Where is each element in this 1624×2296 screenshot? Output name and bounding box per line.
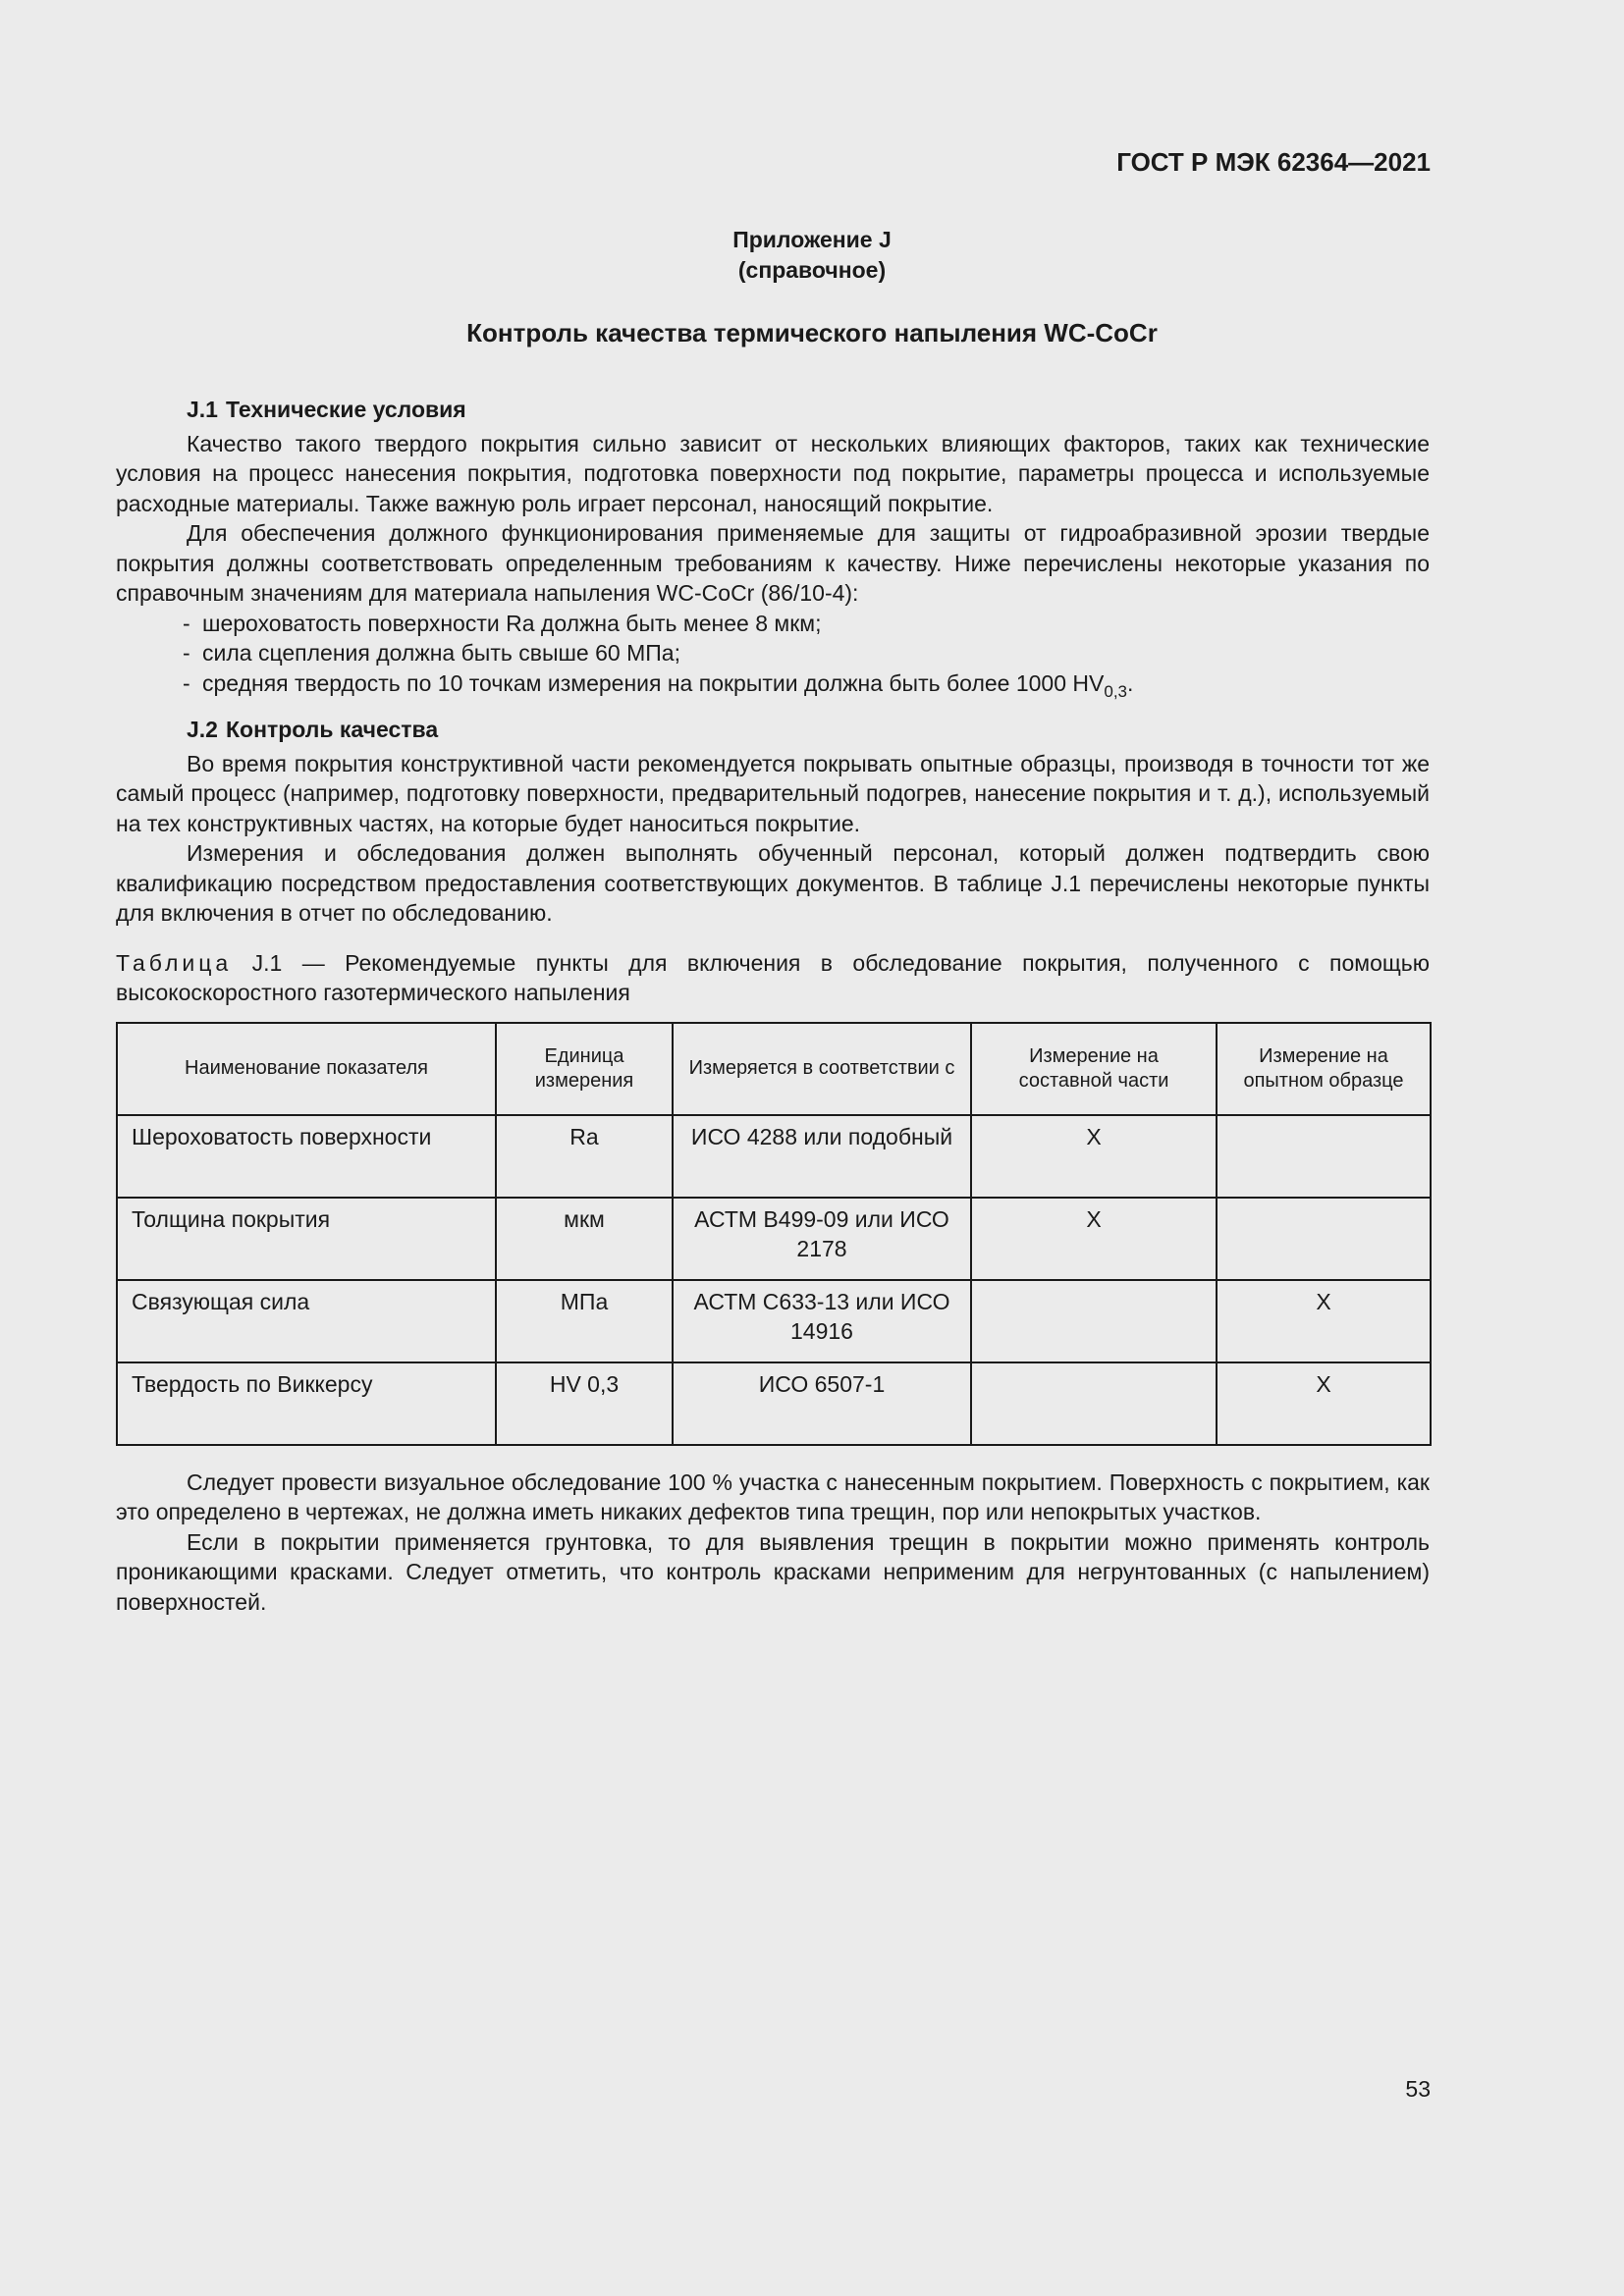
- table-caption-label: Таблица: [116, 949, 233, 976]
- table-cell: Толщина покрытия: [117, 1198, 496, 1280]
- table-cell: ИСО 4288 или подобный: [673, 1115, 971, 1198]
- table-cell: Шероховатость поверхности: [117, 1115, 496, 1198]
- table-cell: HV 0,3: [496, 1362, 673, 1445]
- table-cell: X: [971, 1198, 1217, 1280]
- list-item: - шероховатость поверхности Ra должна быть менее 8 мкм;: [183, 610, 822, 636]
- table-caption: [116, 948, 1430, 1008]
- table-cell: АСТМ С633-13 или ИСО 14916: [673, 1280, 971, 1362]
- table-cell: Ra: [496, 1115, 673, 1198]
- list-item-text: шероховатость поверхности Ra должна быть менее 8 мкм;: [202, 610, 822, 636]
- paragraph: Качество такого твердого покрытия сильно зависит от нескольких влияющих факторов, таких как технические условия на процесс нанесения покрытия, подготовка поверхности под покрытие, параметры процесса и используемые расходные материалы. Также важную роль играет персонал, наносящий покрытие.: [116, 430, 1430, 516]
- list-item-text: средняя твердость по 10 точкам измерения на покрытии должна быть более 1000 HV: [202, 669, 1105, 696]
- table-cell: Твердость по Виккерсу: [117, 1362, 496, 1445]
- appendix-type: (справочное): [737, 257, 887, 283]
- table-cell: Связующая сила: [117, 1280, 496, 1362]
- section-number: J.2: [187, 717, 218, 742]
- paragraph: Измерения и обследования должен выполнять обученный персонал, который должен подтвердить свою квалификацию посредством предоставления соответствующих документов. В таблице J.1 перечислены некоторые пункты для включения в отчет по обследованию.: [116, 840, 1430, 926]
- section-title: Технические условия: [225, 397, 466, 422]
- table-row: [117, 1280, 1431, 1362]
- table-cell: ИСО 6507-1: [673, 1362, 971, 1445]
- subscript: 0,3: [1104, 681, 1128, 701]
- table-cell: [971, 1280, 1217, 1362]
- table-row: [117, 1362, 1431, 1445]
- table-caption-text: J.1 — Рекомендуемые пункты для включения в обследование покрытия, полученного с помощью высокоскоростного газотермического напыления: [116, 949, 1431, 1005]
- list-item: - средняя твердость по 10 точкам измерения на покрытии должна быть более 1000 $HV_{0,3}$.: [183, 669, 1134, 701]
- table-cell: X: [1217, 1280, 1431, 1362]
- document-body: [116, 395, 1430, 1617]
- column-header: Измерение на опытном образце: [1217, 1023, 1431, 1115]
- list-item-text: сила сцепления должна быть свыше 60 МПа;: [202, 640, 680, 666]
- table-cell: X: [971, 1115, 1217, 1198]
- table-cell: мкм: [496, 1198, 673, 1280]
- list-item-tail: .: [1127, 669, 1134, 696]
- page-number: 53: [1405, 2076, 1431, 2102]
- paragraph: Следует провести визуальное обследование 100 % участка с нанесенным покрытием. Поверхность с покрытием, как это определено в чертежах, не должна иметь никаких дефектов типа трещин, пор или непокрытых участков.: [116, 1468, 1430, 1524]
- paragraph: Если в покрытии применяется грунтовка, то для выявления трещин в покрытии можно применять контроль проникающими красками. Следует отметить, что контроль красками неприменим для негрунтованных (с напылением) поверхностей.: [116, 1528, 1430, 1615]
- paragraph: Для обеспечения должного функционирования применяемые для защиты от гидроабразивной эрозии твердые покрытия должны соответствовать определенным требованиям к качеству. Ниже перечислены некоторые указания по справочным значениям для материала напыления WC-CoCr (86/10-4):: [116, 520, 1430, 606]
- section-heading-j2: [116, 715, 1430, 745]
- table-cell: [1217, 1115, 1431, 1198]
- quality-table: [116, 1022, 1432, 1446]
- section-heading-j1: [116, 395, 1430, 425]
- table-header-row: [117, 1023, 1431, 1115]
- table-cell: [1217, 1198, 1431, 1280]
- column-header: Единица измерения: [496, 1023, 673, 1115]
- list-item: - сила сцепления должна быть свыше 60 МПа;: [183, 640, 680, 666]
- table-cell: X: [1217, 1362, 1431, 1445]
- table-cell: АСТМ B499-09 или ИСО 2178: [673, 1198, 971, 1280]
- table-row: [117, 1115, 1431, 1198]
- paragraph: Во время покрытия конструктивной части рекомендуется покрывать опытные образцы, производя в точности тот же самый процесс (например, подготовку поверхности, предварительный подогрев, нанесение покрытия и т. д.), используемый на тех конструктивных частях, на которые будет наноситься покрытие.: [116, 750, 1430, 836]
- document-code: ГОСТ Р МЭК 62364—2021: [1116, 147, 1431, 177]
- section-number: J.1: [187, 397, 218, 422]
- table-row: [117, 1198, 1431, 1280]
- appendix-label: Приложение J: [732, 227, 892, 252]
- column-header: Измерение на составной части: [971, 1023, 1217, 1115]
- table-cell: МПа: [496, 1280, 673, 1362]
- column-header: Наименование показателя: [117, 1023, 496, 1115]
- requirements-list: [116, 609, 1430, 708]
- table-cell: [971, 1362, 1217, 1445]
- section-title: Контроль качества: [225, 717, 439, 742]
- appendix-title: Контроль качества термического напыления WC-CoCr: [466, 318, 1158, 347]
- column-header: Измеряется в соответствии с: [673, 1023, 971, 1115]
